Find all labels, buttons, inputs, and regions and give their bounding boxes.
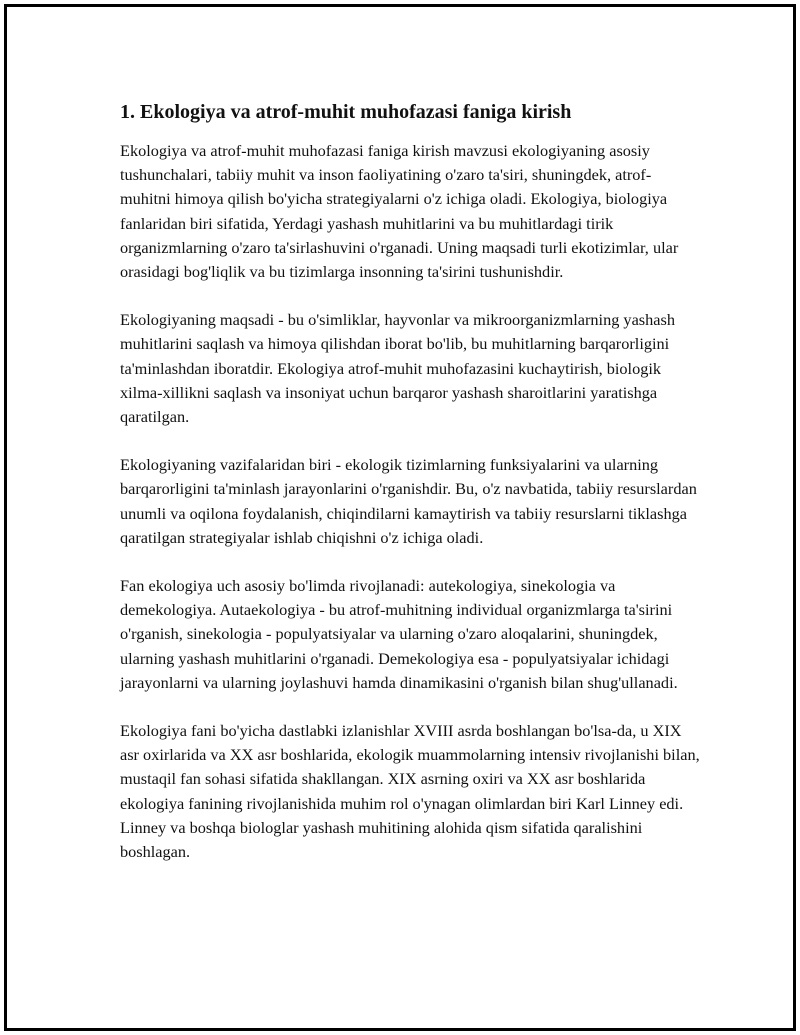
paragraph-1: Ekologiya va atrof-muhit muhofazasi faniga kirish mavzusi ekologiyaning asosiy tushunchalari, tabiiy muhit va inson faoliyatining o'zaro ta'siri, shuningdek, atrof-muhitni himoya qilish bo'yicha strategiyalarni o'z ichiga oladi. Ekologiya, biologiya fanlaridan biri sifatida, Yerdagi yashash muhitlarini va bu muhitlardagi tirik organizmlarning o'zaro ta'sirlashuvini o'rganadi. Uning maqsadi turli ekotizimlar, ular orasidagi bog'liqlik va bu tizimlarga insonning ta'sirini tushunishdir.: [120, 141, 679, 282]
page-frame: [4, 4, 796, 1031]
document-body: [120, 99, 700, 888]
paragraph-3: Ekologiyaning vazifalaridan biri - ekologik tizimlarning funksiyalarini va ularning barqarorligini ta'minlash jarayonlarini o'rganishdir. Bu, o'z navbatida, tabiiy resurslardan unumli va oqilona foydalanish, chiqindilarni kamaytirish va tabiiy resurslarni tiklashga qaratilgan strategiyalar ishlab chiqishni o'z ichiga oladi.: [120, 455, 697, 547]
paragraph-2: Ekologiyaning maqsadi - bu o'simliklar, hayvonlar va mikroorganizmlarning yashash muhitlarini saqlash va himoya qilishdan iborat bo'lib, bu muhitlarning barqarorligini ta'minlashdan iboratdir. Ekologiya atrof-muhit muhofazasini kuchaytirish, biologik xilma-xillikni saqlash va insoniyat uchun barqaror yashash sharoitlarini yaratishga qaratilgan.: [120, 310, 675, 427]
paragraph-5: Ekologiya fani bo'yicha dastlabki izlanishlar XVIII asrda boshlangan bo'lsa-da, u XIX asr oxirlarida va XX asr boshlarida, ekologik muammolarning intensiv rivojlanishi bilan, mustaqil fan sohasi sifatida shakllangan. XIX asrning oxiri va XX asr boshlarida ekologiya fanining rivojlanishida muhim rol o'ynagan olimlardan biri Karl Linney edi. Linney va boshqa biologlar yashash muhitining alohida qism sifatida qaralishini boshlagan.: [120, 721, 700, 862]
document-title: 1. Ekologiya va atrof-muhit muhofazasi faniga kirish: [120, 101, 572, 123]
paragraph-4: Fan ekologiya uch asosiy bo'limda rivojlanadi: autekologiya, sinekologia va demekologiya. Autaekologiya - bu atrof-muhitning individual organizmlarga ta'sirini o'rganish, sinekologia - populyatsiyalar va ularning o'zaro aloqalarini, shuningdek, ularning yashash muhitlarini o'rganadi. Demekologiya esa - populyatsiyalar ichidagi jarayonlarni va ularning joylashuvi hamda dinamikasini o'rganish bilan shug'ullanadi.: [120, 576, 678, 692]
